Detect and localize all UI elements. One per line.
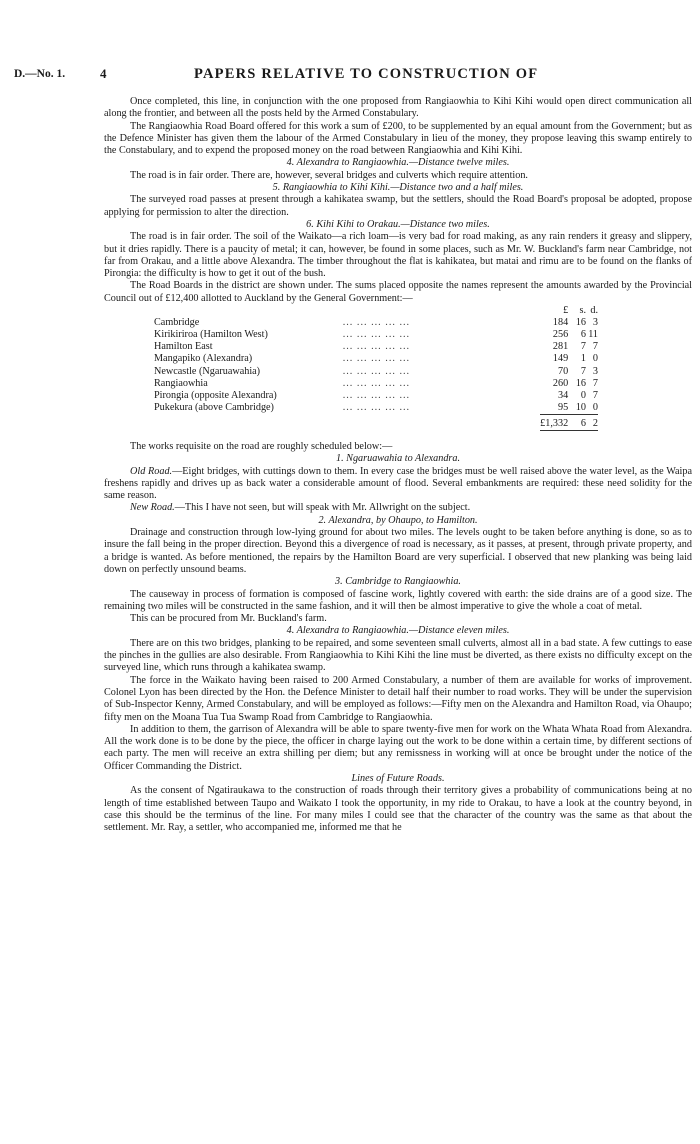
paragraph-old-road [104,466,692,503]
amount-shillings: 6 [580,329,587,341]
amount-pounds: 95 [540,402,568,415]
new-road-text: —This I have not seen, but will speak with Mr. Allwright on the subject. [174,502,471,514]
road-board-accounts-table [154,305,598,431]
leader-dots: ... ... ... ... ... [342,389,411,401]
leader-dots: ... ... ... ... ... [342,365,411,377]
section-heading: 2. Alexandra, by Ohaupo, to Hamilton. [318,514,478,526]
amount-shillings: 10 [568,402,586,415]
amount-shillings: 16 [575,377,587,389]
total-row [154,414,598,430]
board-name: Newcastle (Ngaruawahia) [154,365,261,377]
running-title: PAPERS RELATIVE TO CONSTRUCTION OF [194,66,539,82]
spacer [104,431,692,441]
table-row [154,378,598,390]
paragraph: In addition to them, the garrison of Alexandra will be able to spare twenty-five men for work on the Whata Whata Road from Alexandra. All the work done is to be done by the piece, the officer in charge laying out the work to be done within a certain time, by different sections of each party. The men will receive an extra shilling per diem; but any remissness in working will at once be brought under the notice of the Officer Commanding the District. [104,723,692,772]
board-name: Cambridge [154,317,200,329]
paragraph: The Road Boards in the district are shown under. The sums placed opposite the names represent the amounts awarded by the Provincial Council out of £12,400 allotted to Auckland by the General Government:— [104,280,692,304]
paragraph: This can be procured from Mr. Buckland's farm. [130,613,327,625]
amount-pounds: 70 [557,365,569,377]
section-heading: 1. Ngaruawahia to Alexandra. [335,453,461,465]
section-heading: 5. Rangiaowhia to Kihi Kihi.—Distance two and a half miles. [272,182,524,194]
column-header-shillings: s. [579,305,587,317]
leader-dots: ... ... ... ... ... [342,353,411,365]
old-road-text: —Eight bridges, with cuttings down to them. In every case the bridges must be well raised above the water level, as the Waipa freshens rapidly and drives up as back water a considerable amount of flood. Several embankments are required: these need solidity for the same reason. [104,465,692,502]
total-pounds: £1,332 [540,414,568,430]
table-row [154,341,598,353]
board-name: Pukekura (above Cambridge) [154,402,274,414]
leader-dots: ... ... ... ... ... [342,329,411,341]
paragraph: Once completed, this line, in conjunction with the one proposed from Rangiaowhia to Kihi Kihi would open direct communication all along the frontier, and between all the posts held by the Armed Constabulary. [104,96,692,120]
amount-pounds: 256 [552,329,569,341]
amount-pence: 0 [592,353,598,365]
leader-dots: ... ... ... ... ... [342,317,411,329]
column-header-pounds: £ [563,305,569,317]
table-row [154,390,598,402]
table-row [154,353,598,365]
leader-dots: ... ... ... ... ... [342,341,411,353]
page-header [14,66,686,84]
paragraph: The force in the Waikato having been raised to 200 Armed Constabulary, a number of them are available for works of improvement. Colonel Lyon has been directed by the Hon. the Defence Minister to detail half their number to road works. They will be under the supervision of Sub-Inspector Kenny, Armed Constabulary, and will be employed as follows:—Fifty men on the Alexandra and Hamilton Road, via Ohaupo; fifty men on the Moana Tua Tua Swamp Road from Cambridge to Rangiaowhia. [104,674,692,723]
table-row [154,317,598,329]
new-road-label: New Road. [130,502,175,514]
leader-dots: ... ... ... ... ... [342,402,411,414]
amount-shillings: 0 [580,389,587,401]
paragraph: The works requisite on the road are roughly scheduled below:— [130,440,393,452]
section-heading: 3. Cambridge to Rangiaowhia. [335,576,461,588]
amount-pounds: 184 [552,317,569,329]
table-row [154,402,598,415]
page-number: 4 [100,66,107,81]
amount-pounds: 281 [552,341,569,353]
section-heading: Lines of Future Roads. [351,773,445,784]
amount-pounds: 149 [552,353,569,365]
column-header-pence: d. [590,305,598,317]
amount-pence: 0 [586,402,598,415]
amount-pence: 7 [592,389,598,401]
paragraph: The road is in fair order. There are, however, several bridges and culverts which require attention. [130,169,528,181]
amount-shillings: 7 [580,365,587,377]
paragraph: There are on this two bridges, planking to be repaired, and some seventeen small culverts, almost all in a bad state. A few cuttings to ease the pinches in the gullies are also desirable. From Rangiaowhia to Kihi Kihi the line must be diverted, as there exists no difficulty except on the surveyed line, which runs through a kahikatea swamp. [104,637,692,674]
amount-pence: 7 [592,341,598,353]
paragraph: The causeway in process of formation is composed of fascine work, lightly covered with earth: the side drains are of a good size. The remaining two miles will be constructed in the same fashion, and it will then be almost imperative to give the whole a coat of metal. [104,588,692,612]
table-header-row [154,305,598,317]
old-road-label: Old Road. [130,465,173,477]
table-row [154,329,598,341]
amount-pence: 3 [592,365,598,377]
paragraph: The Rangiaowhia Road Board offered for this work a sum of £200, to be supplemented by an equal amount from the Government; but as the Defence Minister has given them the labour of the Armed Constabulary in lieu of the money, they propose leaving this swamp entirely to the Constabulary, and to expend the proposed money on the road between Rangiaowhia and Kihi Kihi. [104,120,692,157]
board-name: Pirongia (opposite Alexandra) [154,389,277,401]
board-name: Mangapiko (Alexandra) [154,353,253,365]
leader-dots: ... ... ... ... ... [342,377,411,389]
amount-pence: 3 [592,317,598,329]
paragraph-new-road [104,502,692,514]
paragraph: As the consent of Ngatiraukawa to the construction of roads through their territory gives a probability of communications being at no length of time established between Taupo and Waikato I took the opportunity, in my ride to Orakau, to have a look at the country beyond, in case this should be the terminus of the line. For many miles I could see that the character of the country was the same as that about the settlement. Mr. Ray, a settler, who accompanied me, informed me that he [104,785,692,834]
amount-pounds: 34 [557,389,569,401]
total-pence: 2 [586,414,598,430]
paragraph: The surveyed road passes at present through a kahikatea swamp, but the settlers, should the Road Board's proposal be adopted, propose applying for permission to alter the direction. [104,194,692,218]
section-heading: 4. Alexandra to Rangiaowhia.—Distance eleven miles. [286,625,510,637]
paragraph: The road is in fair order. The soil of the Waikato—a rich loam—is very bad for road making, as any rain renders it greasy and slippery, but it dries rapidly. There is a paucity of metal; it can, however, be found in some places, such as Mr. W. Buckland's farm near Cambridge, not far from Orakau, and a little above Alexandra. The timber throughout the flat is kahikatea, but matai and rimu are to be found on the flanks of Pirongia: the difficulty is how to get it out of the bush. [104,231,692,280]
board-name: Hamilton East [154,341,213,353]
document-reference: D.—No. 1. [14,68,66,80]
paragraph: Drainage and construction through low-lying ground for about two miles. The levels ought to be taken before anything is done, so as to insure the fall being in the proper direction. Beyond this a divergence of road is necessary, as it passes, at present, through private property, and a bridge is wanted. As before mentioned, the repairs by the Hamilton Board are very superficial. I observed that new planking was being laid down on perfectly unsound beams. [104,527,692,575]
section-heading: 6. Kihi Kihi to Orakau.—Distance two miles. [306,218,490,230]
board-name: Rangiaowhia [154,377,208,389]
amount-pence: 11 [588,329,598,341]
table-row [154,366,598,378]
total-shillings: 6 [568,414,586,430]
document-body [104,96,692,834]
section-heading: 4. Alexandra to Rangiaowhia.—Distance twelve miles. [286,157,510,169]
amount-pence: 7 [592,377,598,389]
amount-shillings: 7 [580,341,587,353]
amount-shillings: 16 [575,317,587,329]
amount-shillings: 1 [580,353,587,365]
amount-pounds: 260 [552,377,569,389]
board-name: Kirikiriroa (Hamilton West) [154,329,268,341]
